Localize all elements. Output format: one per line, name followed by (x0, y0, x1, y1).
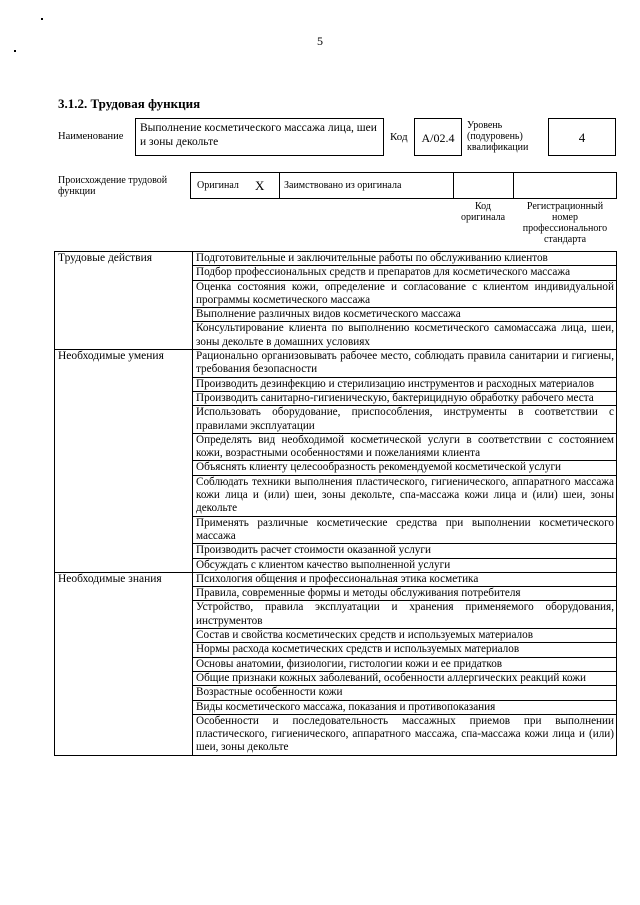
origin-table (190, 172, 617, 199)
item-cell: Рационально организовывать рабочее место, соблюдать правила санитарии и гигиены, требования безопасности (193, 350, 617, 378)
level-value-box (548, 118, 616, 156)
item-cell: Особенности и последовательность массажных приемов при выполнении пластического, гигиенического, аппаратного массажа, спа-массажа кожи лица и (или) шеи, зоны декольте (193, 714, 617, 755)
section-title: 3.1.2. Трудовая функция (58, 96, 201, 111)
item-cell: Общие признаки кожных заболеваний, особенности аллергических реакций кожи (193, 671, 617, 685)
item-cell: Возрастные особенности кожи (193, 686, 617, 700)
item-cell: Производить расчет стоимости оказанной услуги (193, 544, 617, 558)
origin-label: Происхождение трудовой функции (58, 175, 168, 197)
item-cell: Производить санитарно-гигиеническую, бактерицидную обработку рабочего места (193, 391, 617, 405)
item-cell: Использовать оборудование, приспособления, инструменты в соответствии с правилами эксплуатации (193, 406, 617, 434)
level-value: 4 (578, 130, 586, 145)
code-original-caption: Код оригинала (460, 201, 506, 223)
original-mark: X (255, 178, 265, 193)
origin-divider (279, 173, 280, 198)
item-cell: Определять вид необходимой косметической услуги в соответствии с состоянием кожи, возрастными особенностями и пожеланиями клиента (193, 433, 617, 461)
item-cell: Психология общения и профессиональная этика косметика (193, 572, 617, 586)
category-cell: Трудовые действия (55, 252, 193, 350)
item-cell: Обсуждать с клиентом качество выполненной услуги (193, 558, 617, 572)
table-row (55, 350, 617, 378)
table-row (55, 252, 617, 266)
item-cell: Состав и свойства косметических средств и используемых материалов (193, 629, 617, 643)
item-cell: Консультирование клиента по выполнению косметического самомассажа лица, шеи, зоны декольте в домашних условиях (193, 322, 617, 350)
name-label: Наименование (58, 131, 124, 142)
scan-dot (14, 50, 16, 52)
item-cell: Оценка состояния кожи, определение и согласование с клиентом индивидуальной программы косметического массажа (193, 280, 617, 308)
scan-dot (41, 18, 43, 20)
level-label: Уровень (подуровень) квалификации (467, 120, 529, 153)
function-name-box (135, 118, 384, 156)
item-cell: Подготовительные и заключительные работы по обслуживанию клиентов (193, 252, 617, 266)
code-value-box (414, 118, 462, 156)
item-cell: Устройство, правила эксплуатации и хранения применяемого оборудования, инструментов (193, 601, 617, 629)
item-cell: Выполнение различных видов косметического массажа (193, 308, 617, 322)
original-label: Оригинал (197, 180, 239, 191)
item-cell: Подбор профессиональных средств и препаратов для косметического массажа (193, 266, 617, 280)
origin-divider (453, 173, 454, 198)
function-name-value: Выполнение косметического массажа лица, шеи и зоны декольте (140, 122, 377, 148)
code-label: Код (390, 131, 408, 143)
page-number: 5 (317, 34, 323, 48)
origin-divider (513, 173, 514, 198)
item-cell: Виды косметического массажа, показания и противопоказания (193, 700, 617, 714)
reg-number-caption: Регистрационный номер профессионального стандарта (522, 201, 608, 245)
borrowed-label: Заимствовано из оригинала (284, 180, 402, 191)
item-cell: Объяснять клиенту целесообразность рекомендуемой косметической услуги (193, 461, 617, 475)
item-cell: Соблюдать техники выполнения пластического, гигиенического, аппаратного массажа кожи лица и (или) шеи, зоны декольте, спа-массажа кожи лица и (или) шеи, зоны декольте (193, 475, 617, 516)
item-cell: Правила, современные формы и методы обслуживания потребителя (193, 587, 617, 601)
category-cell: Необходимые знания (55, 572, 193, 755)
category-cell: Необходимые умения (55, 350, 193, 573)
item-cell: Применять различные косметические средства при выполнении косметического массажа (193, 516, 617, 544)
code-value: А/02.4 (421, 131, 455, 145)
item-cell: Производить дезинфекцию и стерилизацию инструментов и расходных материалов (193, 377, 617, 391)
competency-table (54, 251, 617, 756)
item-cell: Основы анатомии, физиологии, гистологии кожи и ее придатков (193, 657, 617, 671)
item-cell: Нормы расхода косметических средств и используемых материалов (193, 643, 617, 657)
table-row (55, 572, 617, 586)
